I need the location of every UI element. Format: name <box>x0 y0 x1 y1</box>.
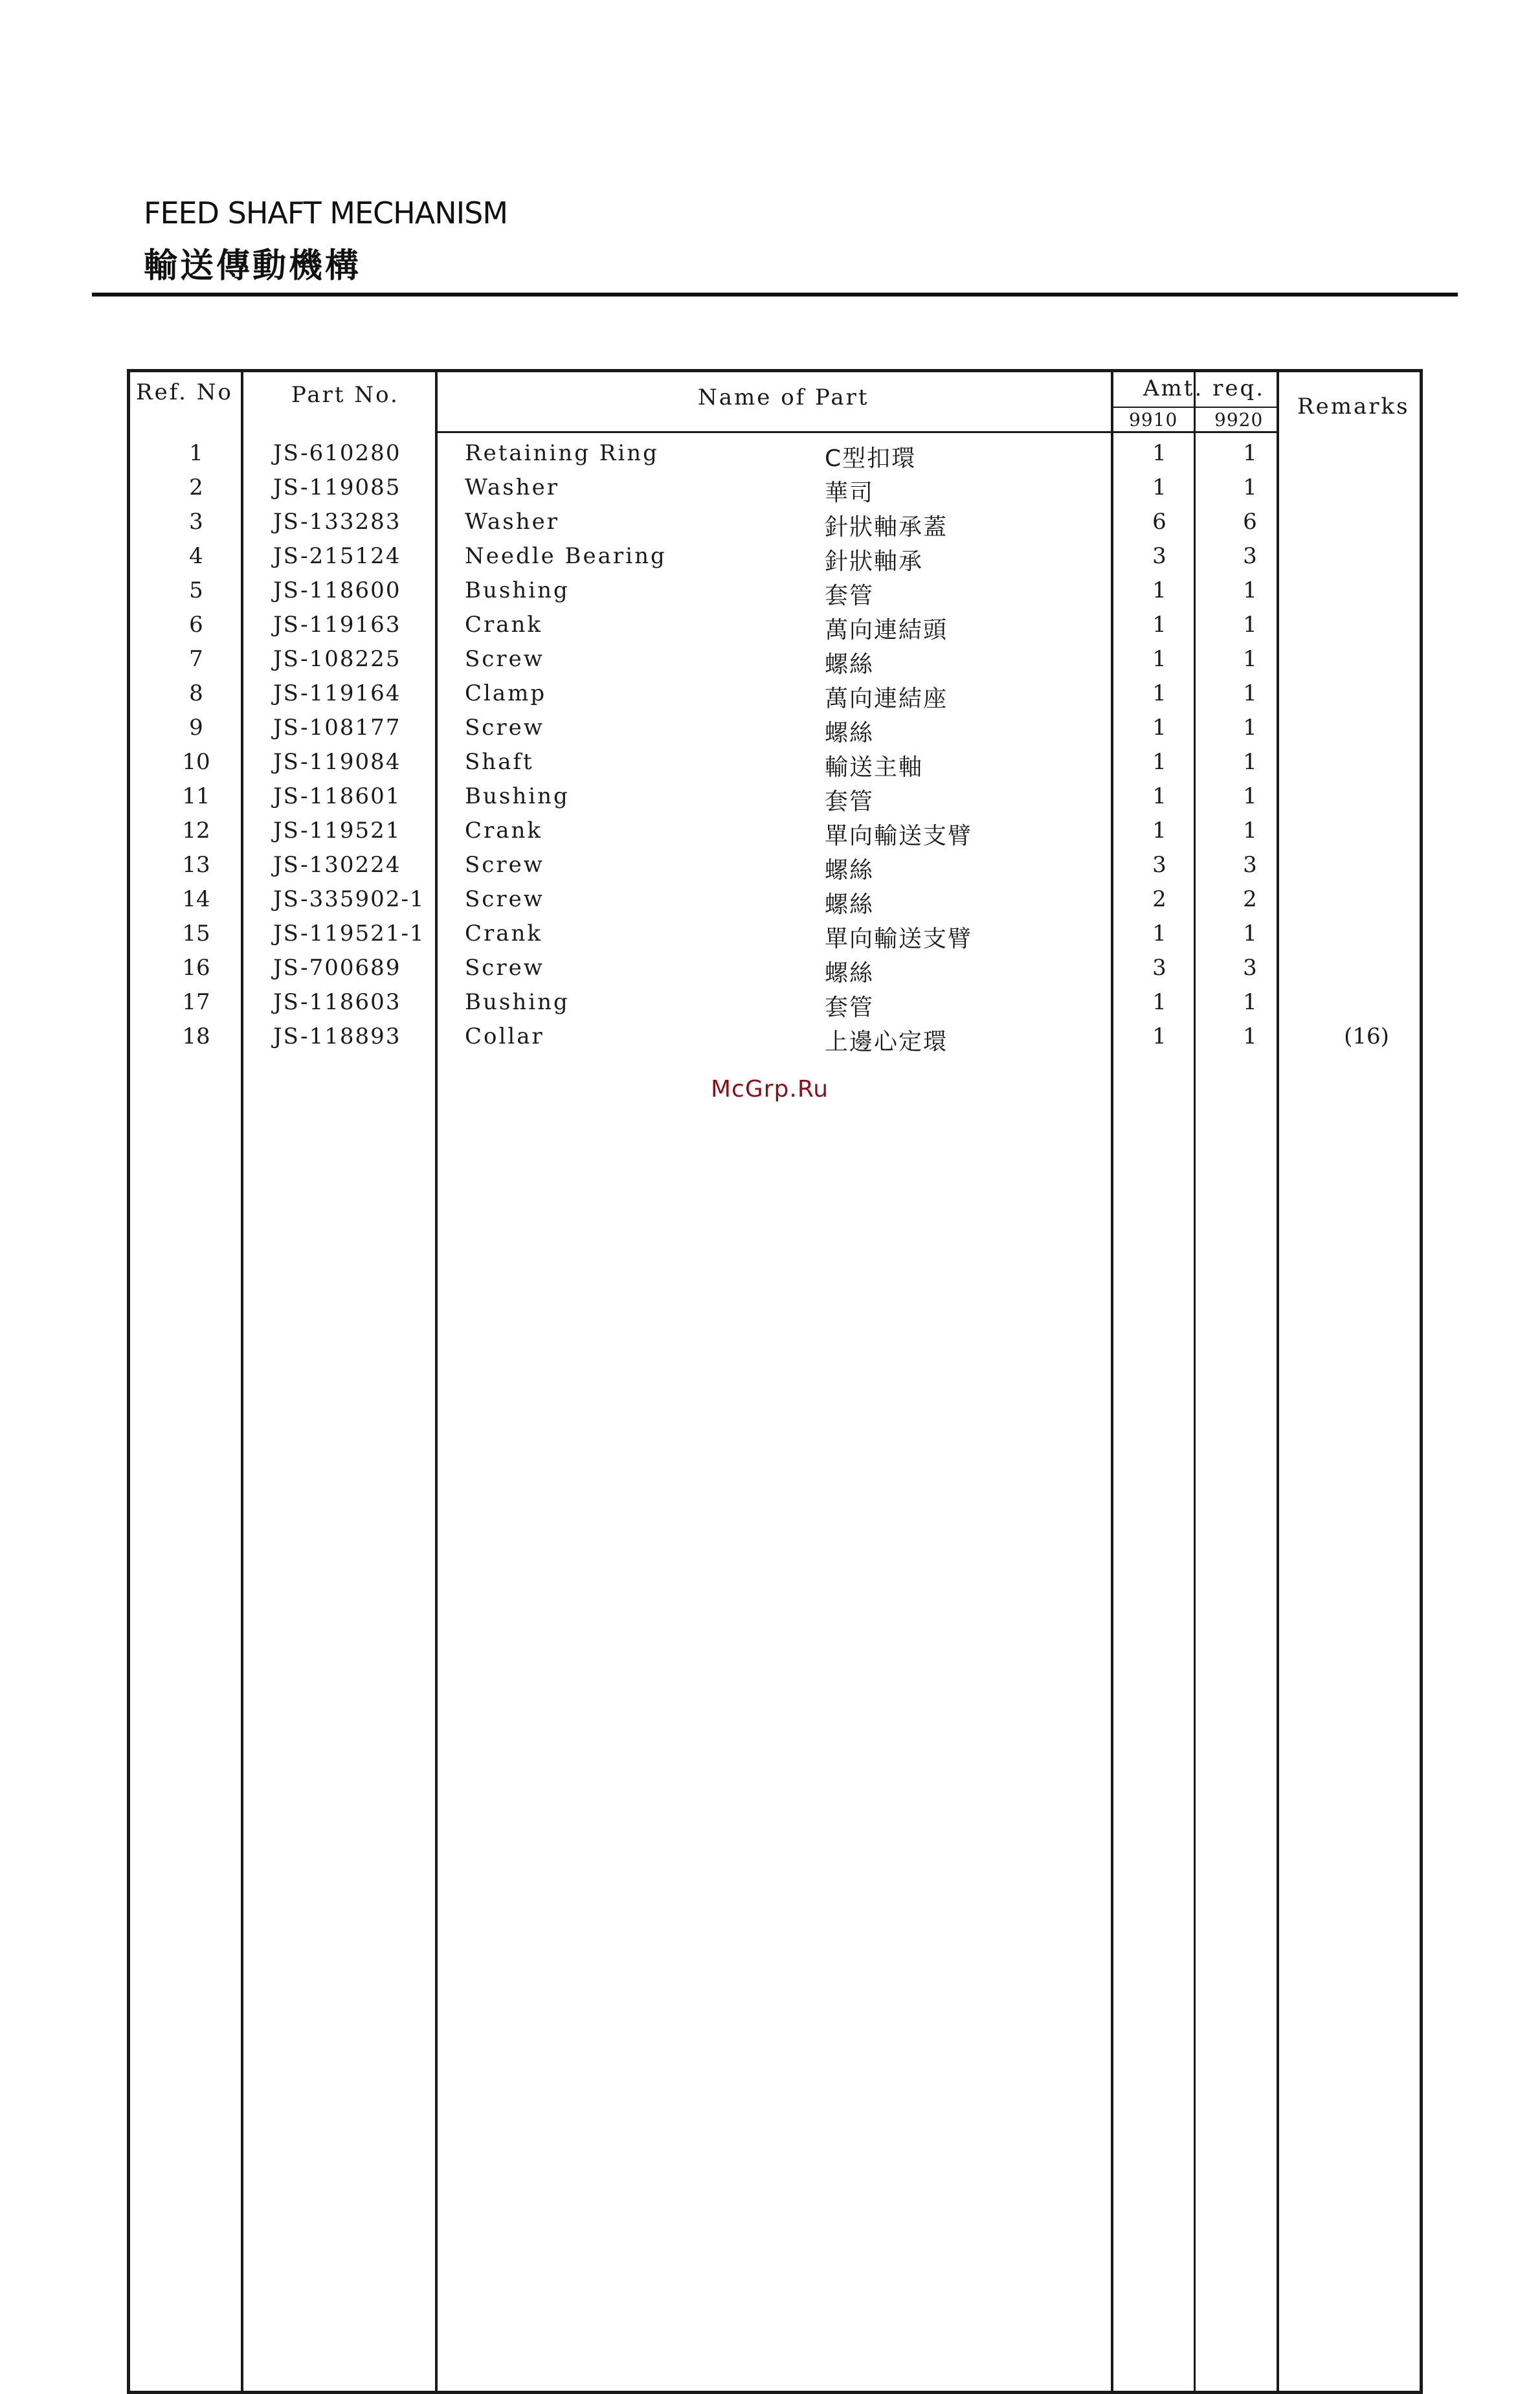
part-no-cell: JS-119521-1 <box>273 921 425 946</box>
ref-no-cell: 2 <box>189 475 203 500</box>
qty-9910-cell: 1 <box>1152 818 1166 844</box>
qty-9910-cell: 1 <box>1152 715 1166 741</box>
qty-9920-cell: 1 <box>1243 715 1257 741</box>
part-name-cell: Retaining Ring <box>465 440 659 466</box>
part-name-cell: Screw <box>465 646 544 672</box>
qty-9920-cell: 1 <box>1243 440 1257 466</box>
part-name-zh-cell: 針狀軸承蓋 <box>825 514 948 541</box>
qty-9920-cell: 1 <box>1243 646 1257 672</box>
table-row <box>127 886 1422 921</box>
header-name-of-part: Name of Part <box>698 385 869 410</box>
header-amt-9910: 9910 <box>1129 409 1178 431</box>
part-name-cell: Screw <box>465 886 544 912</box>
qty-9910-cell: 1 <box>1152 475 1166 500</box>
qty-9910-cell: 3 <box>1152 852 1166 878</box>
part-name-zh-cell: C型扣環 <box>825 445 917 472</box>
page-title-zh: 輸送傳動機構 <box>144 247 362 285</box>
header-rule <box>435 431 1277 433</box>
qty-9910-cell: 1 <box>1152 749 1166 775</box>
part-name-cell: Screw <box>465 715 544 741</box>
table-row <box>127 921 1422 955</box>
qty-9920-cell: 1 <box>1243 783 1257 809</box>
qty-9920-cell: 1 <box>1243 921 1257 946</box>
part-name-zh-cell: 螺絲 <box>825 857 875 884</box>
qty-9920-cell: 1 <box>1243 989 1257 1015</box>
ref-no-cell: 7 <box>189 646 203 672</box>
ref-no-cell: 13 <box>182 852 210 878</box>
table-row <box>127 646 1422 680</box>
title-divider <box>92 293 1458 296</box>
qty-9910-cell: 6 <box>1152 509 1166 535</box>
ref-no-cell: 9 <box>189 715 203 741</box>
remarks-cell: (16) <box>1344 1024 1389 1049</box>
part-no-cell: JS-119164 <box>273 680 401 706</box>
table-row <box>127 509 1422 543</box>
part-no-cell: JS-119084 <box>273 749 401 775</box>
part-no-cell: JS-119085 <box>273 475 401 500</box>
table-row <box>127 955 1422 989</box>
part-no-cell: JS-119163 <box>273 612 401 638</box>
part-name-zh-cell: 螺絲 <box>825 720 875 746</box>
amt-subheader-rule <box>1113 407 1277 408</box>
table-row <box>127 680 1422 715</box>
part-name-cell: Washer <box>465 475 559 500</box>
ref-no-cell: 14 <box>182 886 210 912</box>
part-no-cell: JS-118893 <box>273 1024 401 1049</box>
table-row <box>127 440 1422 475</box>
qty-9910-cell: 1 <box>1152 612 1166 638</box>
part-name-zh-cell: 套管 <box>825 789 875 815</box>
part-no-cell: JS-215124 <box>273 543 401 569</box>
part-no-cell: JS-133283 <box>273 509 401 535</box>
part-no-cell: JS-119521 <box>273 818 401 844</box>
qty-9920-cell: 3 <box>1243 543 1257 569</box>
part-name-zh-cell: 萬向連結頭 <box>825 617 948 643</box>
page-title-en: FEED SHAFT MECHANISM <box>144 196 508 230</box>
ref-no-cell: 1 <box>189 440 203 466</box>
header-amt-9920: 9920 <box>1214 409 1264 431</box>
ref-no-cell: 10 <box>182 749 210 775</box>
qty-9920-cell: 3 <box>1243 852 1257 878</box>
part-name-cell: Screw <box>465 852 544 878</box>
part-no-cell: JS-700689 <box>273 955 401 981</box>
part-no-cell: JS-108225 <box>273 646 401 672</box>
qty-9910-cell: 3 <box>1152 955 1166 981</box>
qty-9910-cell: 1 <box>1152 1024 1166 1049</box>
ref-no-cell: 4 <box>189 543 203 569</box>
part-no-cell: JS-610280 <box>273 440 401 466</box>
part-name-zh-cell: 上邊心定環 <box>825 1029 948 1055</box>
part-name-cell: Needle Bearing <box>465 543 667 569</box>
qty-9910-cell: 1 <box>1152 921 1166 946</box>
qty-9920-cell: 1 <box>1243 818 1257 844</box>
header-part-no: Part No. <box>291 382 399 408</box>
part-name-zh-cell: 螺絲 <box>825 960 875 987</box>
table-row <box>127 1024 1422 1058</box>
part-name-zh-cell: 華司 <box>825 480 875 506</box>
ref-no-cell: 18 <box>182 1024 210 1049</box>
part-name-cell: Crank <box>465 818 543 844</box>
table-row <box>127 852 1422 886</box>
qty-9920-cell: 1 <box>1243 749 1257 775</box>
qty-9910-cell: 1 <box>1152 989 1166 1015</box>
qty-9910-cell: 2 <box>1152 886 1166 912</box>
part-no-cell: JS-130224 <box>273 852 401 878</box>
qty-9910-cell: 1 <box>1152 577 1166 603</box>
ref-no-cell: 16 <box>182 955 210 981</box>
header-amt-req: Amt. req. <box>1143 375 1266 401</box>
qty-9910-cell: 3 <box>1152 543 1166 569</box>
table-row <box>127 749 1422 783</box>
part-name-zh-cell: 套管 <box>825 994 875 1021</box>
qty-9920-cell: 1 <box>1243 680 1257 706</box>
part-no-cell: JS-118600 <box>273 577 401 603</box>
part-name-cell: Shaft <box>465 749 534 775</box>
qty-9910-cell: 1 <box>1152 646 1166 672</box>
table-row <box>127 715 1422 749</box>
ref-no-cell: 6 <box>189 612 203 638</box>
part-name-cell: Clamp <box>465 680 547 706</box>
part-no-cell: JS-118601 <box>273 783 401 809</box>
part-name-zh-cell: 針狀軸承 <box>825 548 924 575</box>
part-name-zh-cell: 單向輸送支臂 <box>825 823 973 849</box>
ref-no-cell: 15 <box>182 921 210 946</box>
table-row <box>127 475 1422 509</box>
qty-9910-cell: 1 <box>1152 680 1166 706</box>
part-name-zh-cell: 輸送主軸 <box>825 754 924 781</box>
ref-no-cell: 12 <box>182 818 210 844</box>
ref-no-cell: 8 <box>189 680 203 706</box>
qty-9920-cell: 6 <box>1243 509 1257 535</box>
part-no-cell: JS-108177 <box>273 715 401 741</box>
table-row <box>127 577 1422 612</box>
ref-no-cell: 5 <box>189 577 203 603</box>
qty-9910-cell: 1 <box>1152 783 1166 809</box>
ref-no-cell: 17 <box>182 989 210 1015</box>
part-no-cell: JS-118603 <box>273 989 401 1015</box>
ref-no-cell: 3 <box>189 509 203 535</box>
part-name-cell: Bushing <box>465 783 570 809</box>
qty-9920-cell: 1 <box>1243 612 1257 638</box>
part-name-cell: Collar <box>465 1024 544 1049</box>
watermark-text: McGrp.Ru <box>711 1076 829 1102</box>
ref-no-cell: 11 <box>182 783 210 809</box>
part-name-zh-cell: 單向輸送支臂 <box>825 926 973 952</box>
qty-9920-cell: 1 <box>1243 577 1257 603</box>
part-name-cell: Crank <box>465 612 543 638</box>
part-name-zh-cell: 萬向連結座 <box>825 686 948 712</box>
table-row <box>127 989 1422 1024</box>
part-name-cell: Bushing <box>465 577 570 603</box>
header-remarks: Remarks <box>1297 394 1410 420</box>
part-name-zh-cell: 螺絲 <box>825 891 875 918</box>
part-name-cell: Bushing <box>465 989 570 1015</box>
table-row <box>127 612 1422 646</box>
part-name-cell: Washer <box>465 509 559 535</box>
qty-9910-cell: 1 <box>1152 440 1166 466</box>
qty-9920-cell: 3 <box>1243 955 1257 981</box>
qty-9920-cell: 1 <box>1243 475 1257 500</box>
part-name-cell: Screw <box>465 955 544 981</box>
table-row <box>127 543 1422 577</box>
header-ref-no: Ref. No <box>136 379 233 405</box>
qty-9920-cell: 1 <box>1243 1024 1257 1049</box>
part-name-zh-cell: 螺絲 <box>825 651 875 678</box>
part-name-zh-cell: 套管 <box>825 583 875 609</box>
table-row <box>127 818 1422 852</box>
part-name-cell: Crank <box>465 921 543 946</box>
part-no-cell: JS-335902-1 <box>273 886 425 912</box>
parts-table <box>127 369 1424 2394</box>
qty-9920-cell: 2 <box>1243 886 1257 912</box>
table-row <box>127 783 1422 818</box>
